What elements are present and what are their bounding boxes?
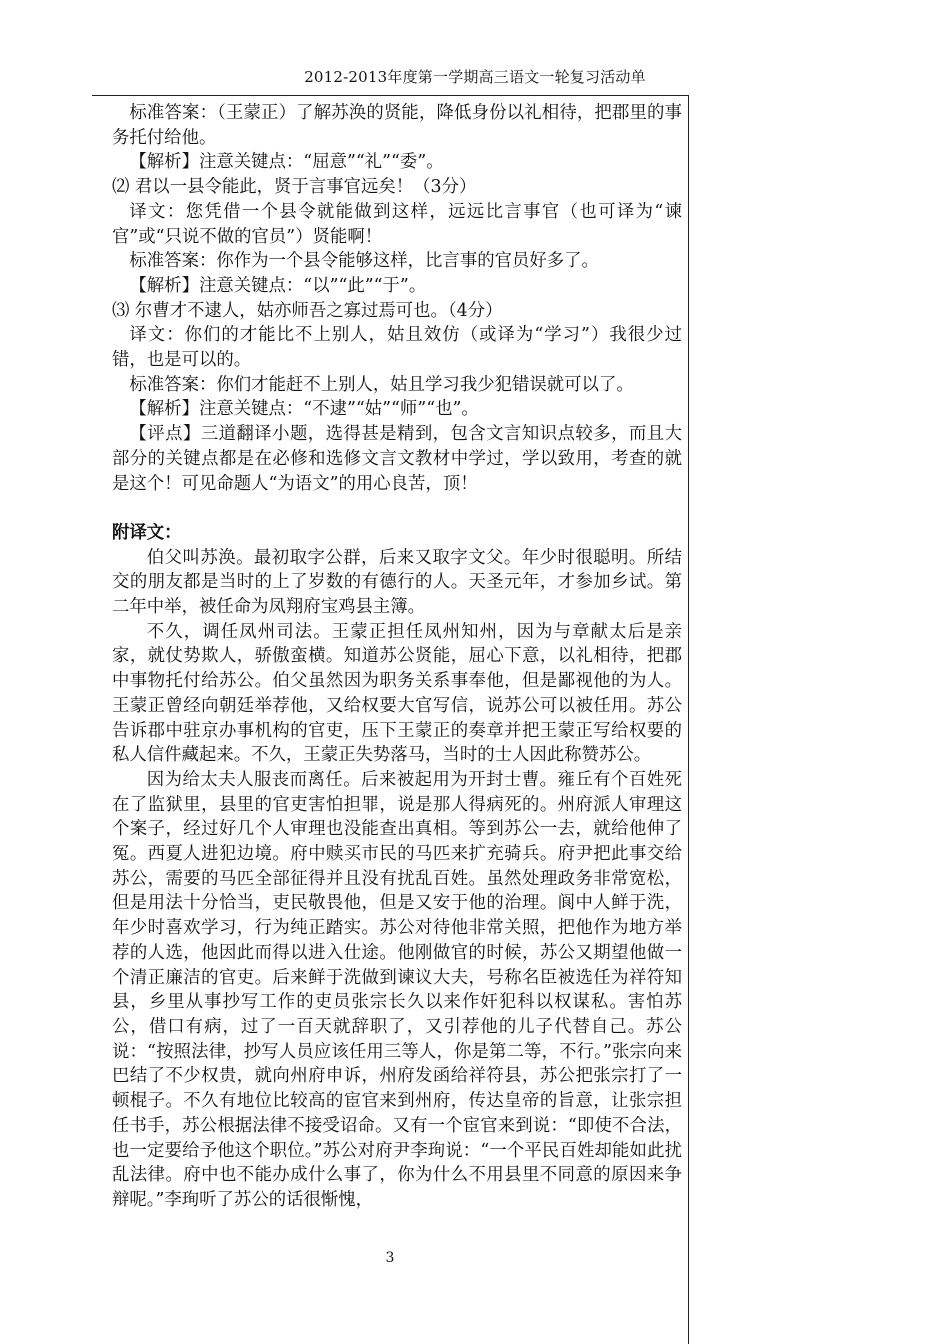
appendix-paragraph-2: 不久，调任凤州司法。王蒙正担任凤州知州，因为与章献太后是亲家，就仗势欺人，骄傲蛮横。知道苏公贤能，屈心下意，以礼相待，把郡中事物托付给苏公。伯父虽然因为职务关系事奉他，但是鄙视他的为人。王蒙正曾经向朝廷举荐他，又给权要大官写信，说苏公可以被任用。苏公告诉郡中驻京办事机构的官吏，压下王蒙正的奏章并把王蒙正写给权要的私人信件藏起来。不久，王蒙正失势落马，当时的士人因此称赞苏公。 bbox=[112, 621, 682, 766]
standard-answer-2: 标准答案：你作为一个县令能够这样，比言事的官员好多了。 bbox=[129, 251, 599, 272]
appendix-paragraph-3: 因为给太夫人服丧而离任。后来被起用为开封士曹。雍丘有个百姓死在了监狱里，县里的官吏害怕担罪，说是那人得病死的。州府派人审理这个案子，经过好几个人审理也没能查出真相。等到苏公一去，就给他伸了冤。西夏人进犯边境。府中赎买市民的马匹来扩充骑兵。府尹把此事交给苏公，需要的马匹全部征得并且没有扰乱百姓。虽然处理政务非常宽松，但是用法十分恰当，吏民敬畏他，但是又安于他的治理。阆中人鲜于洗，年少时喜欢学习，行为纯正踏实。苏公对待他非常关照，把他作为地方举荐的人选，他因此而得以进入仕途。他刚做官的时候，苏公又期望他做一个清正廉洁的官吏。后来鲜于洗做到谏议大夫，号称名臣被选任为祥符知县，乡里从事抄写工作的吏员张宗长久以来作奸犯科以权谋私。害怕苏公，借口有病，过了一百天就辞职了，又引荐他的儿子代替自己。苏公说：“按照法律，抄写人员应该任用三等人，你是第二等，不行。”张宗向来巴结了不少权贵，就向州府申诉，州府发函给祥符县，苏公把张宗打了一顿棍子。不久有地位比较高的宦官来到州府，传达皇帝的旨意，让张宗担任书手，苏公根据法律不接受诏命。又有一个宦官来到说：“即使不合法，也一定要给予他这个职位。”苏公对府尹李珣说：“一个平民百姓却能如此扰乱法律。府中也不能办成什么事了，你为什么不用县里不同意的原因来争辩呢。”李珣听了苏公的话很惭愧， bbox=[112, 769, 682, 1210]
appendix-heading: 附译文： bbox=[112, 522, 182, 543]
header-rule bbox=[92, 95, 688, 96]
translation-3: 译文：你们的才能比不上别人，姑且效仿（或译为“学习”）我很少过错，也是可以的。 bbox=[112, 325, 682, 371]
analysis-2: 【解析】注意关键点：“以”“此”“于”。 bbox=[129, 275, 427, 296]
margin-rule bbox=[688, 95, 689, 1344]
translation-2: 译文：您凭借一个县令就能做到这样，远远比言事官（也可译为“谏官”或“只说不做的官员”）贤能啊！ bbox=[112, 201, 682, 247]
analysis-1: 【解析】注意关键点：“屈意”“礼”“委”。 bbox=[129, 152, 444, 173]
section-gap bbox=[112, 496, 682, 521]
question-3: ⑶ 尔曹才不逮人，姑亦师吾之寡过焉可也。（4分） bbox=[112, 300, 503, 321]
page-header: 2012-2013年度第一学期高三语文一轮复习活动单 bbox=[304, 68, 646, 86]
standard-answer-1: 标准答案：（王蒙正）了解苏涣的贤能，降低身份以礼相待，把郡里的事务托付给他。 bbox=[112, 103, 682, 148]
question-2: ⑵ 君以一县令能此，贤于言事官远矣！（3分） bbox=[112, 177, 477, 198]
standard-answer-3: 标准答案：你们才能赶不上别人，姑且学习我少犯错误就可以了。 bbox=[129, 374, 634, 395]
analysis-3: 【解析】注意关键点：“不逮”“姑”“师”“也”。 bbox=[129, 399, 479, 420]
commentary: 【评点】三道翻译小题，选得甚是精到，包含文言知识点较多，而且大部分的关键点都是在必修和选修文言文教材中学过，学以致用，考查的就是这个！可见命题人“为语文”的用心良苦，顶！ bbox=[112, 424, 682, 494]
appendix-paragraph-1: 伯父叫苏涣。最初取字公群，后来又取字文父。年少时很聪明。所结交的朋友都是当时的上了岁数的有德行的人。天圣元年，才参加乡试。第二年中举，被任命为凤翔府宝鸡县主簿。 bbox=[112, 547, 682, 618]
page-number: 3 bbox=[385, 1250, 395, 1266]
document-body bbox=[112, 101, 682, 1213]
